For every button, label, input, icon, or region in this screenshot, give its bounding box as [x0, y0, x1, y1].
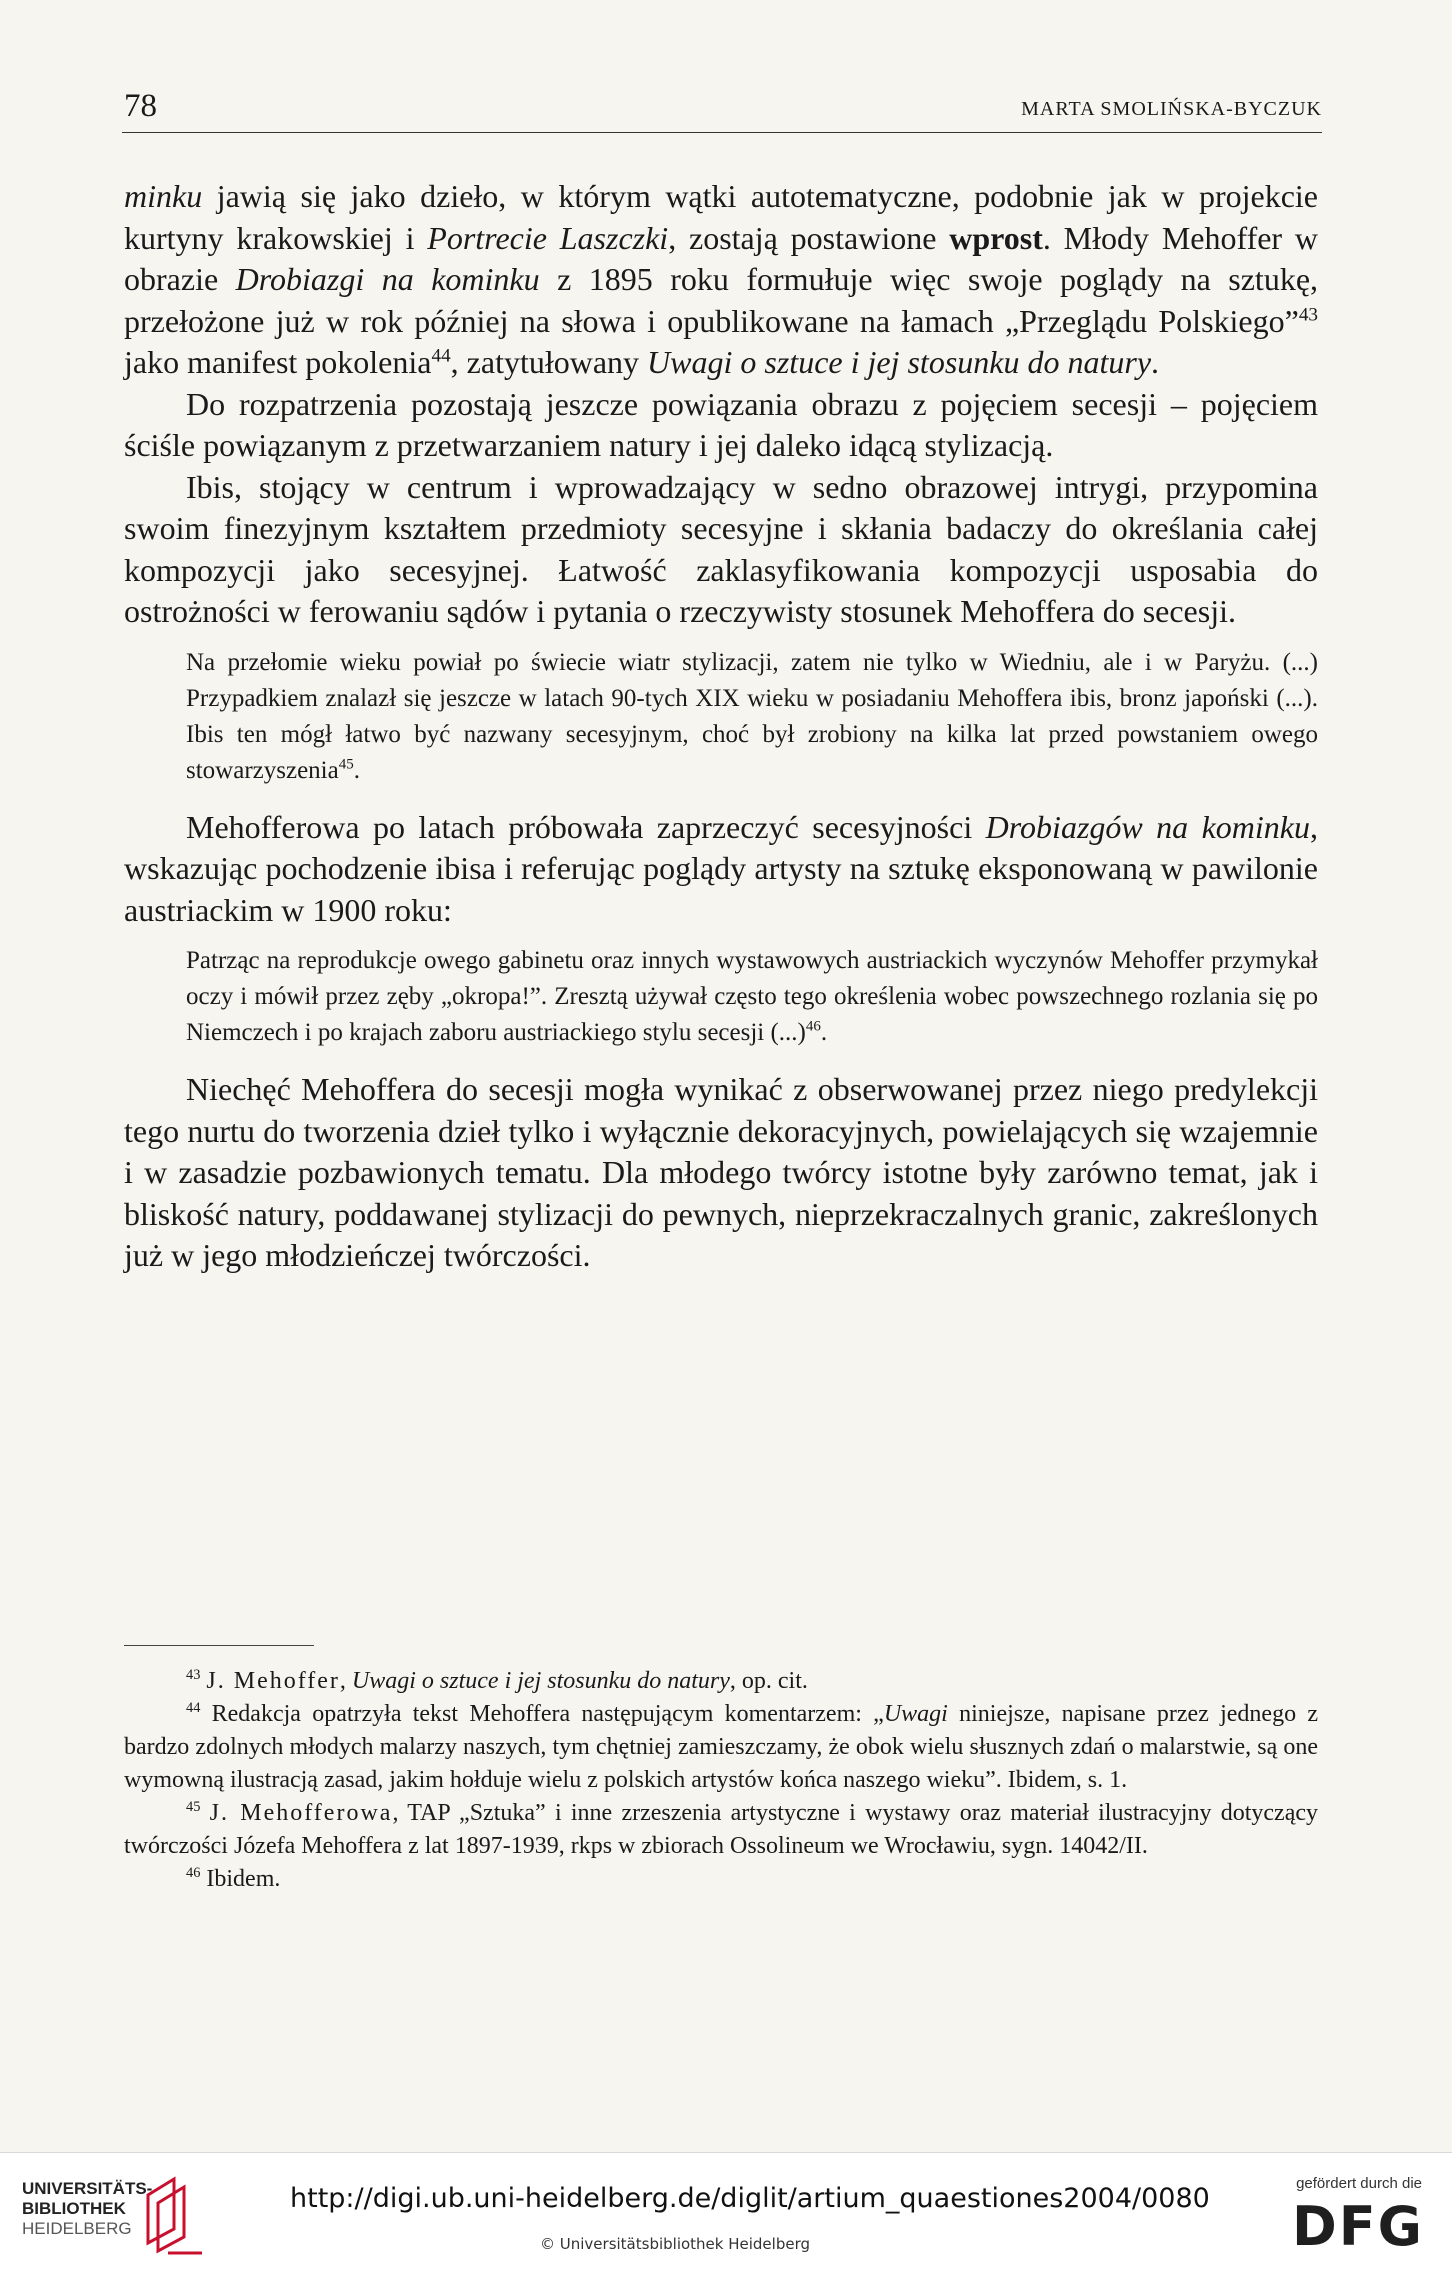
quote-text: Patrząc na reprodukcje owego gabinetu oraz innych wystawowych austriackich wyczynów Mehoffer przymykał oczy i mówił przez zęby „okropa!”. Zresztą używał często tego określenia wobec powszechnego rozlania się po Niemczech i po krajach zaboru austriackiego stylu secesji (...) — [186, 947, 1318, 1046]
text-run: jawią się jako dzieło, w którym wątki autotematyczne, podobnie jak w projekcie kurtyny krakowskiej i — [124, 178, 1318, 256]
text-run: , TAP „Sztuka” i inne zrzeszenia artystyczne i wystawy oraz materiał ilustracyjny dotyczący twórczości Józefa Mehoffera z lat 1897-1939, rkps w zbiorach Ossolineum we Wrocławiu, sygn. 14042/II. — [124, 1800, 1318, 1859]
footnote-number: 44 — [186, 1700, 201, 1716]
university-library-logo[interactable] — [22, 2179, 152, 2239]
text-run: . — [353, 756, 360, 784]
footnotes — [124, 1665, 1318, 1896]
dfg-caption: gefördert durch die — [1296, 2175, 1422, 2192]
footnote-46 — [124, 1863, 1318, 1896]
footnote-ref-45: 45 — [338, 756, 354, 773]
footnote-43 — [124, 1665, 1318, 1698]
italic-text: minku — [124, 178, 203, 214]
bold-text: wprost — [949, 219, 1043, 256]
italic-text: Portrecie Laszczki — [427, 219, 669, 256]
italic-text: Drobiazgi na kominku — [235, 261, 540, 297]
footer-bar — [0, 2152, 1452, 2270]
logo-line-3: HEIDELBERG — [22, 2219, 132, 2238]
footnote-author: J. Mehofferowa — [209, 1800, 393, 1826]
paragraph-5: Niechęć Mehoffera do secesji mogła wynikać z obserwowanej przez niego predylekcji tego nurtu do tworzenia dzieł tylko i wyłącznie dekoracyjnych, powielających się wzajemnie i w zasadzie pozbawionych tematu. Dla młodego twórcy istotne były zarówno temat, jak i bliskość natury, poddawanej stylizacji do pewnych, nieprzekraczalnych granic, zakreślonych już w jego młodzieńczej twórczości. — [124, 1071, 1318, 1273]
paragraph-2: Do rozpatrzenia pozostają jeszcze powiązania obrazu z pojęciem secesji – pojęciem ściśle powiązanym z przetwarzaniem natury i jej daleko idącą stylizacją. — [124, 385, 1318, 463]
text-run: jako manifest pokolenia — [124, 344, 432, 380]
copyright-notice: © Universitätsbibliothek Heidelberg — [540, 2235, 811, 2253]
italic-text: Uwagi o sztuce i jej stosunku do natury — [351, 1668, 730, 1694]
text-run: Redakcja opatrzyła tekst Mehoffera następującym komentarzem: „ — [200, 1701, 884, 1727]
text-run: , wskazując pochodzenie ibisa i referując poglądy artysty na sztukę eksponowaną w pawilonie austriackim w 1900 roku: — [124, 808, 1319, 928]
footnote-number: 43 — [186, 1667, 201, 1683]
footnote-45 — [124, 1797, 1318, 1863]
footnote-rule — [124, 1645, 314, 1646]
text-run: . — [1151, 344, 1160, 380]
text-run: , zatytułowany — [450, 344, 648, 380]
paragraph-1 — [124, 176, 1318, 384]
text-run: . Młody Mehoffer w obrazie — [124, 219, 1319, 297]
text-run: z 1895 roku formułuje więc swoje poglądy na sztukę, przełożone już w rok później na słowa i opublikowane na łamach „Przeglądu Polskiego” — [124, 261, 1319, 339]
block-quote-1 — [186, 645, 1318, 789]
footnote-author: J. Mehoffer — [206, 1668, 340, 1694]
text-run: , zostają postawione — [668, 219, 950, 256]
footnote-number: 46 — [186, 1865, 201, 1881]
italic-text: Drobiazgów na kominku — [985, 808, 1311, 845]
paragraph-4 — [124, 807, 1318, 932]
footnote-number: 45 — [186, 1799, 201, 1815]
text-run: Ibidem. — [200, 1866, 281, 1892]
running-head: MARTA SMOLIŃSKA-BYCZUK — [1021, 98, 1322, 120]
text-run: . — [820, 1019, 828, 1046]
paragraph-3: Ibis, stojący w centrum i wprowadzający w sedno obrazowej intrygi, przypomina swoim finezyjnym kształtem przedmioty secesyjne i skłania badaczy do określania całej kompozycji jako secesyjnej. Łatwość zaklasyfikowania kompozycji usposabia do ostrożności w ferowaniu sądów i pytania o rzeczywisty stosunek Mehoffera do secesji. — [124, 468, 1318, 629]
page-header — [122, 88, 1322, 133]
italic-text: Uwagi o sztuce i jej stosunku do natury — [647, 344, 1152, 380]
footnote-44 — [124, 1698, 1318, 1797]
footnote-ref-46: 46 — [805, 1018, 821, 1035]
page-number: 78 — [124, 88, 157, 124]
dfg-logo[interactable]: DFG — [1291, 2195, 1424, 2258]
text-run: , — [339, 1668, 352, 1694]
logo-line-1: UNIVERSITÄTS- — [22, 2179, 153, 2198]
block-quote-2 — [186, 943, 1318, 1051]
document-url-link[interactable]: http://digi.ub.uni-heidelberg.de/diglit/artium_quaestiones2004/0080 — [290, 2183, 1210, 2214]
body-text — [124, 176, 1318, 1277]
quote-text: Na przełomie wieku powiał po świecie wiatr stylizacji, zatem nie tylko w Wiedniu, ale i w Paryżu. (...) Przypadkiem znalazł się jeszcze w latach 90-tych XIX wieku w posiadaniu Mehoffera ibis, bronz japoński (...). Ibis ten mógł łatwo być nazwany secesyjnym, choć był zrobiony na kilka lat przed powstaniem owego stowarzyszenia — [186, 648, 1318, 784]
library-emblem-icon — [144, 2173, 208, 2255]
text-run: , op. cit. — [729, 1668, 808, 1694]
footnote-ref-44: 44 — [431, 345, 451, 367]
text-run: niniejsze, napisane przez jednego z bardzo zdolnych młodych malarzy naszych, tym chętniej zamieszczamy, że obok wielu słusznych zdań o malarstwie, są one wymowną ilustracją zasad, jakim hołduje wielu z polskich artystów końca naszego wieku”. Ibidem, s. 1. — [124, 1701, 1319, 1793]
text-run: Mehofferowa po latach próbowała zaprzeczyć secesyjności — [186, 808, 986, 845]
footnote-ref-43: 43 — [1298, 303, 1318, 325]
logo-line-2: BIBLIOTHEK — [22, 2199, 126, 2218]
italic-text: Uwagi — [883, 1701, 948, 1727]
